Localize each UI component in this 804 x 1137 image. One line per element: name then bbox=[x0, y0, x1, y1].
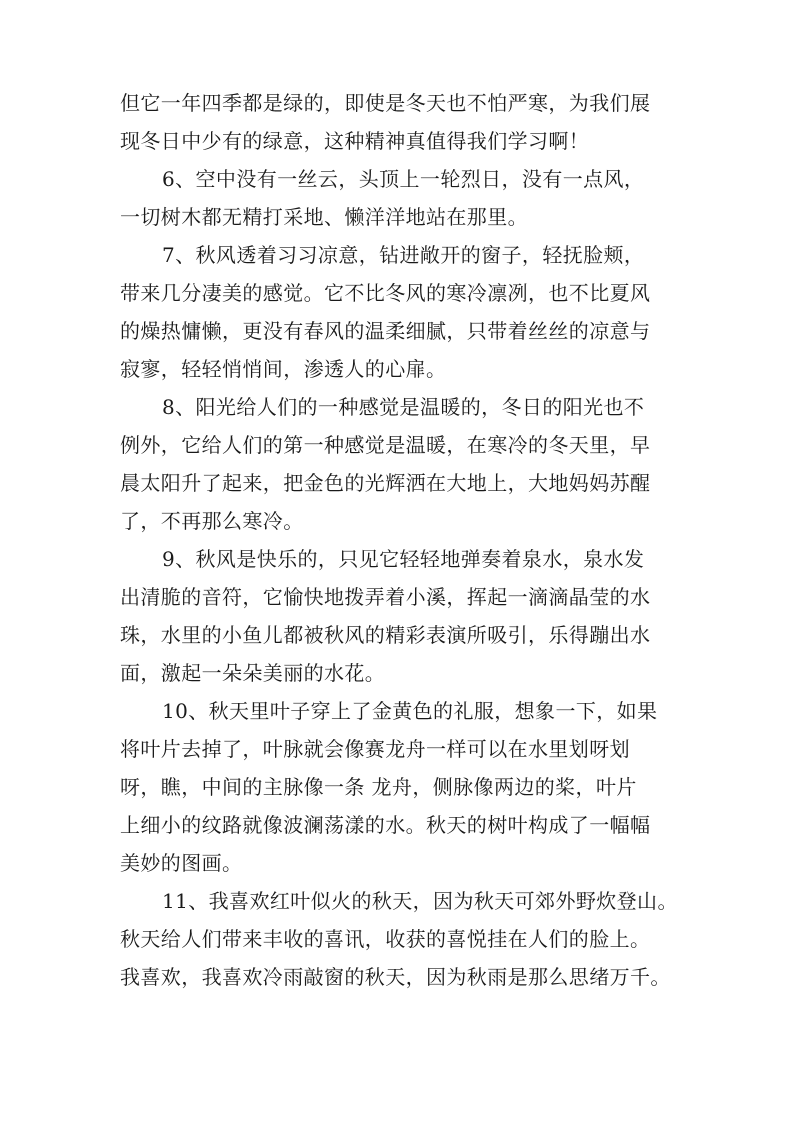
text-line: 我喜欢，我喜欢冷雨敲窗的秋天，因为秋雨是那么思绪万千。 bbox=[120, 965, 671, 989]
paragraph bbox=[120, 388, 686, 540]
paragraph bbox=[120, 692, 686, 882]
text-line: 秋天给人们带来丰收的喜讯，收获的喜悦挂在人们的脸上。 bbox=[120, 927, 651, 951]
paragraph bbox=[120, 236, 686, 388]
text-line: 一切树木都无精打采地、懒洋洋地站在那里。 bbox=[120, 205, 528, 229]
text-line: 将叶片去掉了，叶脉就会像赛龙舟一样可以在水里划呀划 bbox=[120, 737, 630, 761]
text-line: 美妙的图画。 bbox=[120, 851, 243, 875]
text-line: 6、空中没有一丝云，头顶上一轮烈日，没有一点风， bbox=[162, 167, 645, 191]
text-line: 了，不再那么寒冷。 bbox=[120, 509, 304, 533]
text-line: 但它一年四季都是绿的，即使是冬天也不怕严寒，为我们展 bbox=[120, 91, 651, 115]
text-line: 面，激起一朵朵美丽的水花。 bbox=[120, 661, 386, 685]
text-line: 现冬日中少有的绿意，这种精神真值得我们学习啊！ bbox=[120, 129, 590, 153]
paragraph bbox=[120, 882, 686, 996]
paragraph bbox=[120, 84, 686, 160]
text-line: 呀，瞧，中间的主脉像一条 龙舟，侧脉像两边的桨，叶片 bbox=[120, 775, 637, 799]
text-line: 珠，水里的小鱼儿都被秋风的精彩表演所吸引，乐得蹦出水 bbox=[120, 623, 651, 647]
text-line: 晨太阳升了起来，把金色的光辉洒在大地上，大地妈妈苏醒 bbox=[120, 471, 651, 495]
text-line: 带来几分凄美的感觉。它不比冬风的寒冷凛冽，也不比夏风 bbox=[120, 281, 651, 305]
text-line: 9、秋风是快乐的，只见它轻轻地弹奏着泉水，泉水发 bbox=[162, 547, 645, 571]
paragraph bbox=[120, 540, 686, 692]
text-line: 出清脆的音符，它愉快地拨弄着小溪，挥起一滴滴晶莹的水 bbox=[120, 585, 651, 609]
text-line: 寂寥，轻轻悄悄间，渗透人的心扉。 bbox=[120, 357, 447, 381]
paragraph bbox=[120, 160, 686, 236]
text-line: 7、秋风透着习习凉意，钻进敞开的窗子，轻抚脸颊， bbox=[162, 243, 645, 267]
document-page bbox=[120, 84, 686, 996]
text-line: 11、我喜欢红叶似火的秋天，因为秋天可郊外野炊登山。 bbox=[162, 889, 678, 913]
text-line: 8、阳光给人们的一种感觉是温暖的，冬日的阳光也不 bbox=[162, 395, 645, 419]
text-line: 10、秋天里叶子穿上了金黄色的礼服，想象一下，如果 bbox=[162, 699, 658, 723]
text-line: 的燥热慵懒，更没有春风的温柔细腻，只带着丝丝的凉意与 bbox=[120, 319, 651, 343]
text-line: 上细小的纹路就像波澜荡漾的水。秋天的树叶构成了一幅幅 bbox=[120, 813, 651, 837]
text-line: 例外，它给人们的第一种感觉是温暖，在寒冷的冬天里，早 bbox=[120, 433, 651, 457]
